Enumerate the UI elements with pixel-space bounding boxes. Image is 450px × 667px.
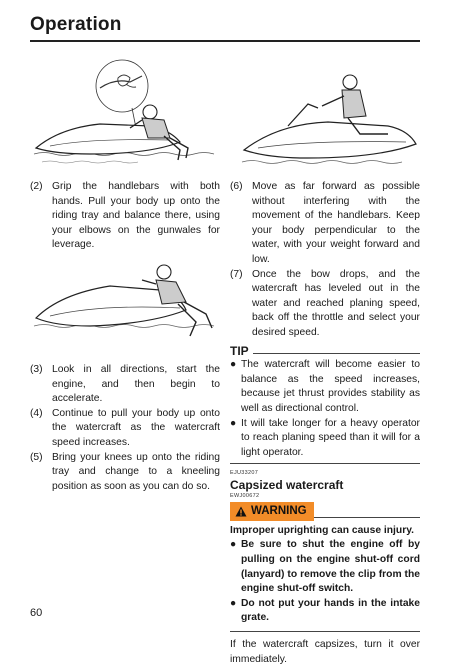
step-item <box>30 180 220 253</box>
step-item <box>30 407 220 451</box>
step-text: Bring your knees up onto the riding tray and change to a kneeling position as soon as you can do so. <box>52 451 220 492</box>
tip-header <box>230 344 420 359</box>
section-code: EJU33207 <box>230 470 259 477</box>
warning-item <box>230 538 420 596</box>
page-header <box>30 14 420 42</box>
step-number: (5) <box>30 451 43 463</box>
step-item <box>230 268 420 341</box>
step-text: Grip the handlebars with both hands. Pull your body up onto the riding tray and balance there, using your elbows on the gunwales for leverage. <box>52 181 220 251</box>
step-number: (3) <box>30 364 43 375</box>
step-item <box>230 180 420 268</box>
warning-rule <box>314 517 420 518</box>
step-text: Move as far forward as possible without interfering with the movement of the handlebars. Keep your body perpendicular to the water, with your weight forward and low. <box>252 181 420 265</box>
warning-label: WARNING <box>251 505 307 518</box>
tip-text: The watercraft will become easier to balance as the speed increases, because jet thrust provides stability as well as directional control. <box>241 359 420 414</box>
tip-item <box>230 417 420 461</box>
warning-text: Be sure to shut the engine off by pulling on the engine shut-off cord (lanyard) to remove the clip from the engine shut-off switch. <box>241 539 420 595</box>
capsized-body: If the watercraft capsizes, turn it over immediately. <box>230 639 420 665</box>
tip-text: It will take longer for a heavy operator to reach planing speed than it will for a light operator. <box>241 417 420 458</box>
left-column-bottom <box>30 363 220 494</box>
step-item <box>30 363 220 407</box>
tip-item <box>230 358 420 416</box>
step-text: Look in all directions, start the engine, and then begin to accelerate. <box>52 364 220 405</box>
warning-badge <box>230 502 314 521</box>
illustration-boarding-step2 <box>30 58 230 170</box>
bullet-icon: ● <box>230 539 237 551</box>
step-number: (7) <box>230 268 243 280</box>
warning-end-rule <box>230 631 420 632</box>
warning-header <box>230 502 420 521</box>
tip-title: TIP <box>230 343 249 358</box>
page-title: Operation <box>30 14 122 35</box>
warning-code: EWJ00672 <box>230 493 260 500</box>
right-column <box>230 180 420 667</box>
tip-end-rule <box>230 463 420 464</box>
illustration-kneeling <box>238 64 423 172</box>
page-number: 60 <box>30 607 43 619</box>
step-text: Once the bow drops, and the watercraft has leveled out in the water and reached planing speed, back off the throttle and select your desired speed. <box>252 268 420 338</box>
step-text: Continue to pull your body up onto the watercraft as the watercraft speed increases. <box>52 407 220 448</box>
tip-rule <box>253 353 420 354</box>
step-number: (2) <box>30 181 43 192</box>
warning-text: Do not put your hands in the intake grate. <box>241 597 420 624</box>
bullet-icon: ● <box>230 359 237 371</box>
warning-icon <box>235 506 247 517</box>
warning-lead: Improper uprighting can cause injury. <box>230 524 415 536</box>
bullet-icon: ● <box>230 597 237 609</box>
section-heading: Capsized watercraft <box>230 478 344 493</box>
step-item <box>30 451 220 495</box>
step-number: (4) <box>30 407 43 419</box>
illustration-boarding-acceleration <box>30 256 220 348</box>
left-column-top <box>30 180 220 253</box>
bullet-icon: ● <box>230 417 237 429</box>
header-rule <box>30 40 420 42</box>
warning-item <box>230 597 420 626</box>
step-number: (6) <box>230 181 243 192</box>
